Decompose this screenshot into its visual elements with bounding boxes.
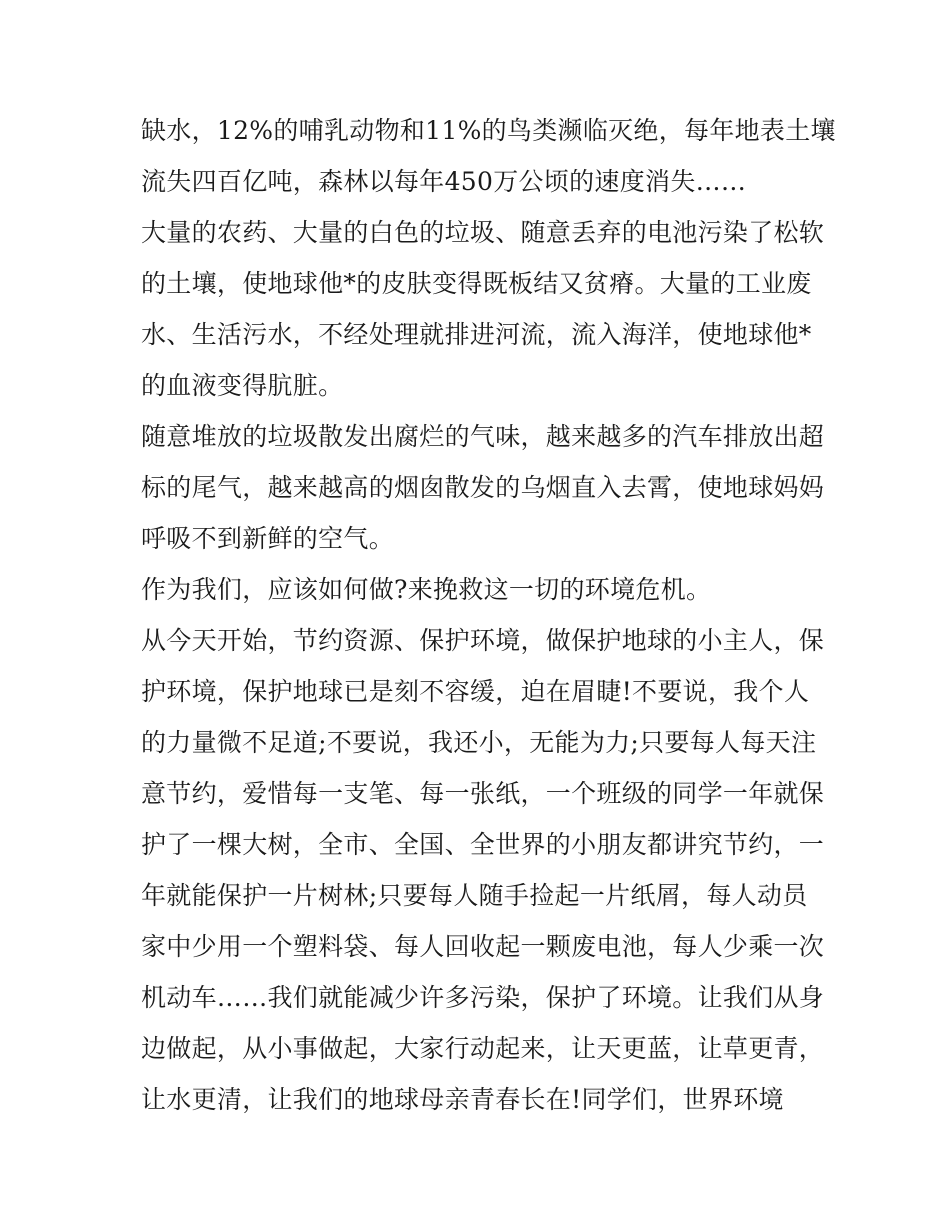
text-line: 的力量微不足道;不要说，我还小，无能为力;只要每人每天注 [141,728,817,757]
text-line: 随意堆放的垃圾散发出腐烂的气味，越来越多的汽车排放出超 [141,422,825,451]
text-line: 流失四百亿吨，森林以每年450万公顷的速度消失…… [141,167,747,196]
text-line: 护环境，保护地球已是刻不容缓，迫在眉睫!不要说，我个人 [141,677,810,706]
text-line: 家中少用一个塑料袋、每人回收起一颗废电池，每人少乘一次 [141,932,825,961]
text-line: 意节约，爱惜每一支笔、每一张纸，一个班级的同学一年就保 [141,779,825,808]
text-line: 作为我们，应该如何做?来挽救这一切的环境危机。 [141,575,712,604]
text-line: 水、生活污水，不经处理就排进河流，流入海洋，使地球他* [141,320,812,349]
text-line: 呼吸不到新鲜的空气。 [141,524,395,553]
text-line: 大量的农药、大量的白色的垃圾、随意丢弃的电池污染了松软 [141,218,825,247]
text-line: 年就能保护一片树林;只要每人随手捡起一片纸屑，每人动员 [141,881,808,910]
text-line: 从今天开始，节约资源、保护环境，做保护地球的小主人，保 [141,626,825,655]
body-text [141,105,836,1125]
text-line: 机动车……我们就能减少许多污染，保护了环境。让我们从身 [141,983,825,1012]
text-line: 缺水，12%的哺乳动物和11%的鸟类濒临灭绝，每年地表土壤 [141,116,836,145]
text-line: 边做起，从小事做起，大家行动起来，让天更蓝，让草更青， [141,1034,825,1063]
text-line: 让水更清，让我们的地球母亲青春长在!同学们，世界环境 [141,1085,784,1114]
text-line: 护了一棵大树，全市、全国、全世界的小朋友都讲究节约，一 [141,830,825,859]
text-line: 标的尾气，越来越高的烟囱散发的乌烟直入去霄，使地球妈妈 [141,473,825,502]
text-line: 的土壤，使地球他*的皮肤变得既板结又贫瘠。大量的工业废 [141,269,812,298]
text-line: 的血液变得肮脏。 [141,371,344,400]
